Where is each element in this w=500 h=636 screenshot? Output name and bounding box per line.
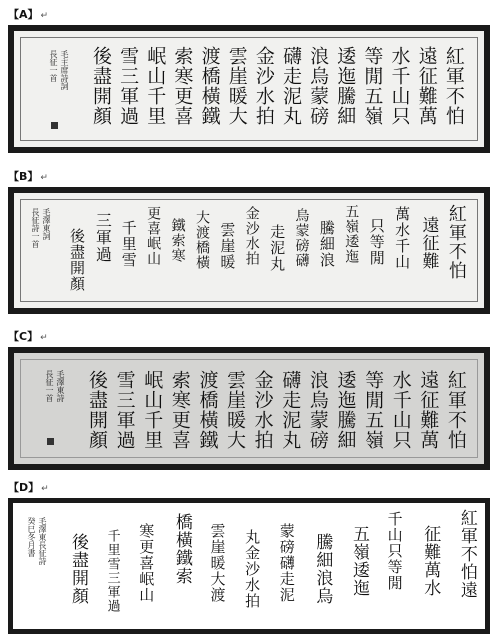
panel-b-column: 騰細浪 [317, 220, 336, 268]
panel-a-column: 遠征難萬 [415, 46, 438, 126]
panel-a-column: 金沙水拍 [252, 46, 275, 126]
panel-c-column: 水千山只 [389, 370, 412, 450]
panel-c-column: 雪三軍過 [113, 370, 136, 450]
panel-c-column: 雲崖暖大 [224, 370, 247, 450]
panel-b-column: 紅軍不怕 [445, 204, 467, 280]
panel-a-column: 岷山千里 [144, 46, 167, 126]
panel-a-column: 後盡開顏 [90, 46, 112, 126]
panel-d-column: 紅軍不怕遠 [456, 509, 477, 599]
panel-b-column: 萬水千山 [393, 206, 412, 270]
seal-stamp [47, 438, 54, 445]
panel-a-column: 雲崖暖大 [225, 46, 248, 126]
panel-c-column: 紅軍不怕 [444, 370, 467, 450]
panel-b-column: 五嶺逶迤 [343, 204, 360, 264]
panel-a-text [91, 38, 463, 140]
panel-a-column: 浪烏蒙磅 [307, 46, 330, 126]
panel-a-frame [8, 25, 490, 153]
panel-d-text [69, 503, 475, 629]
panel-c-column: 浪烏蒙磅 [306, 370, 329, 450]
panel-a [0, 0, 500, 160]
panel-b [0, 160, 500, 320]
panel-a-calligraphy [20, 37, 478, 141]
panel-b-column: 只等閒 [367, 218, 386, 266]
panel-b-column: 後盡開顏 [68, 228, 86, 292]
panel-c-column: 等閒五嶺 [362, 370, 385, 450]
panel-d-inscription [27, 503, 46, 629]
panel-d-column: 騰細浪烏 [312, 533, 333, 605]
panel-d [0, 470, 500, 636]
panel-b-column: 大渡橋橫 [193, 210, 210, 270]
panel-d-column: 五嶺逶迤 [349, 525, 369, 597]
panel-c-text [87, 360, 465, 457]
panel-d-label: 【D】 ↵ [8, 481, 49, 494]
panel-c-column: 礴走泥丸 [279, 370, 302, 450]
panel-b-inscription [31, 200, 50, 301]
panel-a-column: 水千山只 [388, 46, 411, 126]
inscription-column: 毛主席詩詞 [60, 50, 69, 90]
panel-b-column: 金沙水拍 [243, 206, 260, 266]
panel-c-column: 金沙水拍 [251, 370, 274, 450]
panel-a-column: 渡橋橫鐵 [198, 46, 221, 126]
panel-c-frame [8, 347, 490, 470]
panel-a-column: 索寒更喜 [171, 46, 194, 126]
seal-stamp [51, 122, 58, 129]
panel-d-column: 蒙磅礴走泥 [277, 523, 296, 603]
panel-c-column: 岷山千里 [141, 370, 164, 450]
panel-a-column: 逶迤騰細 [334, 46, 357, 126]
inscription-column: 長征詩一首 [31, 208, 40, 248]
inscription-column: 毛澤東詩 [56, 370, 65, 402]
panel-a-label: 【A】 ↵ [8, 8, 49, 21]
panel-b-column: 走泥丸 [268, 224, 287, 272]
panel-d-column: 後盡開顏 [68, 533, 88, 605]
panel-d-column: 千山只等閒 [385, 511, 404, 591]
panel-c-column: 逶迤騰細 [334, 370, 357, 450]
panel-a-column: 等閒五嶺 [361, 46, 384, 126]
panel-c [0, 320, 500, 470]
inscription-column: 癸巳冬月書 [27, 517, 36, 557]
panel-b-label: 【B】 ↵ [8, 170, 48, 183]
panel-d-column: 千里雪三軍過 [104, 529, 120, 613]
panel-d-column: 雲崖暖大渡 [208, 523, 227, 603]
inscription-column: 毛澤東長征詩 [38, 517, 47, 565]
panel-b-column: 更喜岷山 [145, 206, 162, 266]
panel-c-calligraphy [20, 359, 478, 458]
panel-a-column: 紅軍不怕 [442, 46, 465, 126]
panel-b-column: 鐵索寒 [169, 218, 186, 263]
panel-c-column: 後盡開顏 [86, 370, 108, 450]
panel-b-frame [8, 187, 490, 314]
panel-d-frame [8, 498, 490, 634]
panel-a-column: 礴走泥丸 [279, 46, 302, 126]
panel-c-column: 渡橋橫鐵 [196, 370, 219, 450]
panel-b-column: 三軍過 [93, 212, 113, 263]
panel-b-column: 遠征難 [418, 216, 439, 270]
panel-a-column: 雪三軍過 [117, 46, 140, 126]
panel-d-column: 丸金沙水拍 [243, 529, 262, 609]
panel-b-column: 雲崖暖 [218, 222, 237, 270]
inscription-column: 長征一首 [49, 50, 58, 82]
inscription-column: 毛澤東詞 [42, 208, 51, 240]
inscription-column: 長征一首 [45, 370, 54, 402]
panel-b-column: 千里雪 [119, 220, 138, 268]
panel-c-label: 【C】 ↵ [8, 330, 48, 343]
panel-d-column: 征難萬水 [420, 525, 441, 597]
panel-c-column: 遠征難萬 [417, 370, 440, 450]
panel-d-column: 橋橫鐵索 [171, 513, 192, 585]
panel-b-text [69, 200, 465, 301]
panel-c-column: 索寒更喜 [168, 370, 191, 450]
panel-d-column: 寒更喜岷山 [137, 523, 156, 603]
panel-b-column: 烏蒙磅礴 [293, 208, 310, 268]
panel-b-calligraphy [20, 199, 478, 302]
